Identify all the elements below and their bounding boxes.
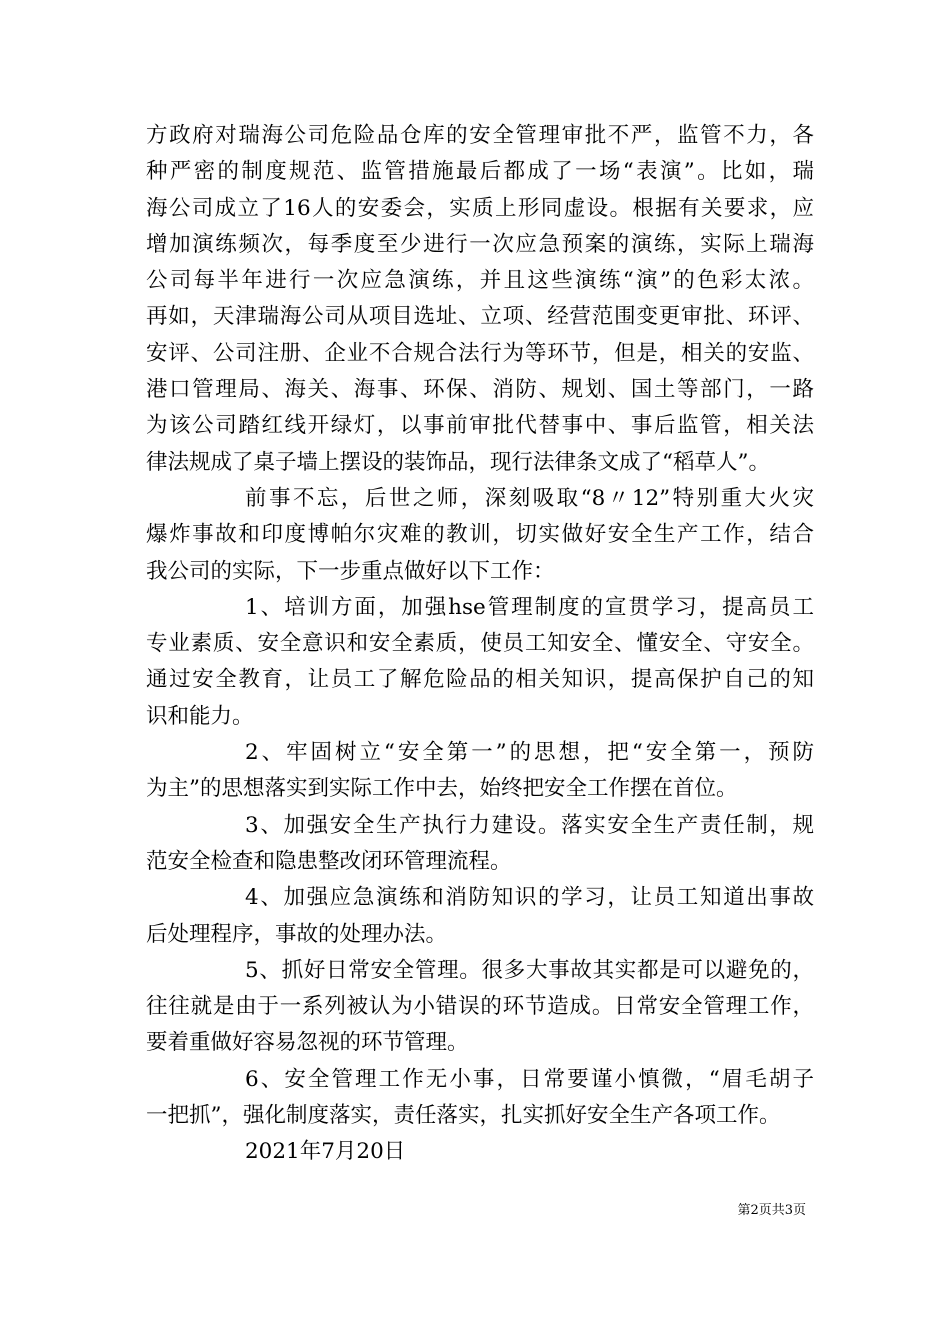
page-number-footer: 第2页共3页 [737, 1203, 806, 1218]
text-line: 6、安全管理工作无小事，日常要谨小慎微，“眉毛胡子 [245, 1066, 814, 1092]
text-line: 为该公司踏红线开绿灯，以事前审批代替事中、事后监管，相关法 [146, 413, 814, 439]
text-line: 为主”的思想落实到实际工作中去，始终把安全工作摆在首位。 [146, 776, 738, 802]
text-line: 3、加强安全生产执行力建设。落实安全生产责任制，规 [245, 812, 814, 838]
text-line: 港口管理局、海关、海事、环保、消防、规划、国土等部门，一路 [146, 377, 814, 403]
text-line: 方政府对瑞海公司危险品仓库的安全管理审批不严，监管不力，各 [146, 123, 814, 148]
text-line: 通过安全教育，让员工了解危险品的相关知识，提高保护自己的知 [146, 667, 814, 693]
text-line: 律法规成了桌子墙上摆设的装饰品，现行法律条文成了“稻草人”。 [146, 449, 770, 475]
text-line: 一把抓”，强化制度落实，责任落实，扎实抓好安全生产各项工作。 [146, 1103, 781, 1129]
text-line: 5、抓好日常安全管理。很多大事故其实都是可以避免的， [245, 957, 814, 983]
text-line: 前事不忘，后世之师，深刻吸取“8〃12”特别重大火灾 [245, 485, 814, 511]
text-line: 范安全检查和隐患整改闭环管理流程。 [146, 848, 512, 874]
text-line: 2、牢固树立“安全第一”的思想，把“安全第一，预防 [245, 740, 814, 766]
body-text [146, 118, 814, 1171]
text-line: 往往就是由于一系列被认为小错误的环节造成。日常安全管理工作， [146, 994, 814, 1020]
text-line: 识和能力。 [146, 703, 254, 729]
text-line: 公司每半年进行一次应急演练，并且这些演练“演”的色彩太浓。 [146, 268, 814, 294]
text-line: 海公司成立了16人的安委会，实质上形同虚设。根据有关要求，应 [146, 195, 814, 221]
text-line: 1、培训方面，加强hse管理制度的宣贯学习，提高员工 [245, 594, 814, 620]
text-line: 再如，天津瑞海公司从项目选址、立项、经营范围变更审批、环评、 [146, 304, 814, 330]
text-line: 我公司的实际，下一步重点做好以下工作： [146, 558, 555, 584]
text-line: 4、加强应急演练和消防知识的学习，让员工知道出事故 [245, 885, 814, 911]
text-line: 爆炸事故和印度博帕尔灾难的教训，切实做好安全生产工作，结合 [146, 522, 814, 548]
document-date: 2021年7月20日 [245, 1139, 406, 1165]
text-line: 种严密的制度规范、监管措施最后都成了一场“表演”。比如，瑞 [146, 159, 814, 185]
text-line: 后处理程序，事故的处理办法。 [146, 921, 448, 947]
text-line: 专业素质、安全意识和安全素质，使员工知安全、懂安全、守安全。 [146, 631, 814, 657]
text-line: 要着重做好容易忽视的环节管理。 [146, 1030, 469, 1056]
text-line: 安评、公司注册、企业不合规合法行为等环节，但是，相关的安监、 [146, 340, 814, 366]
text-line: 增加演练频次，每季度至少进行一次应急预案的演练，实际上瑞海 [146, 231, 814, 257]
